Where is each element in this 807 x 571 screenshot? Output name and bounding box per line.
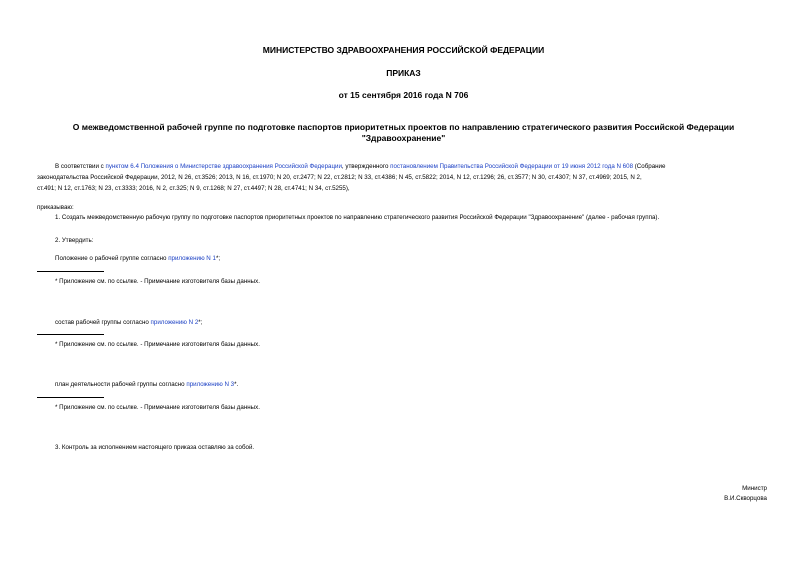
government-decree-link[interactable]: постановлением Правительства Российской Федерации от 19 июня 2012 года N 608 bbox=[390, 163, 634, 170]
appendix-1-link[interactable]: приложению N 1 bbox=[168, 255, 216, 262]
appendix-text: Положение о рабочей группе согласно bbox=[55, 255, 169, 262]
document-type: ПРИКАЗ bbox=[386, 68, 421, 78]
appendix-text: план деятельности рабочей группы согласно bbox=[55, 381, 187, 388]
appendix-tail: *. bbox=[234, 381, 239, 388]
appendix-2-line bbox=[55, 317, 202, 328]
footnote-divider bbox=[37, 334, 104, 335]
preamble-text: В соответствии с bbox=[55, 163, 106, 170]
appendix-1-line bbox=[55, 253, 220, 264]
appendix-2-link[interactable]: приложению N 2 bbox=[150, 319, 199, 326]
preamble-text: (Собрание bbox=[633, 163, 666, 170]
regulation-link[interactable]: пунктом 6.4 Положения о Министерстве здравоохранения Российской Федерации bbox=[105, 163, 342, 170]
preamble-line-1 bbox=[55, 161, 665, 172]
footnote-1: * Приложение см. по ссылке. - Примечание изготовителя базы данных. bbox=[55, 278, 260, 285]
appendix-tail: *; bbox=[215, 255, 221, 262]
document-title-line-1: О межведомственной рабочей группе по подготовке паспортов приоритетных проектов по направлению стратегического развития Российской Федерации bbox=[72, 122, 735, 132]
appendix-3-line bbox=[55, 379, 238, 390]
footnote-divider bbox=[37, 397, 104, 398]
preamble-text: , утвержденного bbox=[341, 163, 391, 170]
ministry-heading: МИНИСТЕРСТВО ЗДРАВООХРАНЕНИЯ РОССИЙСКОЙ ФЕДЕРАЦИИ bbox=[262, 45, 545, 55]
footnote-3: * Приложение см. по ссылке. - Примечание изготовителя базы данных. bbox=[55, 404, 260, 411]
preamble-line-3: ст.491; N 12, ст.1763; N 23, ст.3333; 2016, N 2, ст.325; N 9, ст.1268; N 27, ст.4497; N 28, ст.4741; N 34, ст.5255), bbox=[37, 185, 350, 192]
document-title-line-2: "Здравоохранение" bbox=[361, 133, 446, 143]
order-item-1: 1. Создать межведомственную рабочую группу по подготовке паспортов приоритетных проектов по направлению стратегического развития Российской Федерации "Здравоохранение" (далее - рабочая группа). bbox=[55, 214, 660, 221]
preamble-line-2: законодательства Российской Федерации, 2012, N 26, ст.3526; 2013, N 16, ст.1970; N 20, ст.2477; N 22, ст.2812; N 33, ст.4386; N 45, ст.5822; 2014, N 12, ст.1296; 26, ст.3577; N 30, ст.4307; N 37, ст.4969; 2015, N 2, bbox=[37, 174, 642, 181]
signature-position: Министр bbox=[742, 485, 767, 492]
footnote-2: * Приложение см. по ссылке. - Примечание изготовителя базы данных. bbox=[55, 341, 260, 348]
footnote-divider bbox=[37, 271, 104, 272]
order-item-3: 3. Контроль за исполнением настоящего приказа оставляю за собой. bbox=[55, 444, 255, 451]
signature-name: В.И.Скворцова bbox=[724, 495, 767, 502]
order-word: приказываю: bbox=[37, 204, 74, 211]
order-item-2: 2. Утвердить: bbox=[55, 237, 94, 244]
appendix-tail: *; bbox=[198, 319, 203, 326]
document-date-number: от 15 сентября 2016 года N 706 bbox=[338, 90, 469, 100]
appendix-text: состав рабочей группы согласно bbox=[55, 319, 151, 326]
appendix-3-link[interactable]: приложению N 3 bbox=[186, 381, 235, 388]
